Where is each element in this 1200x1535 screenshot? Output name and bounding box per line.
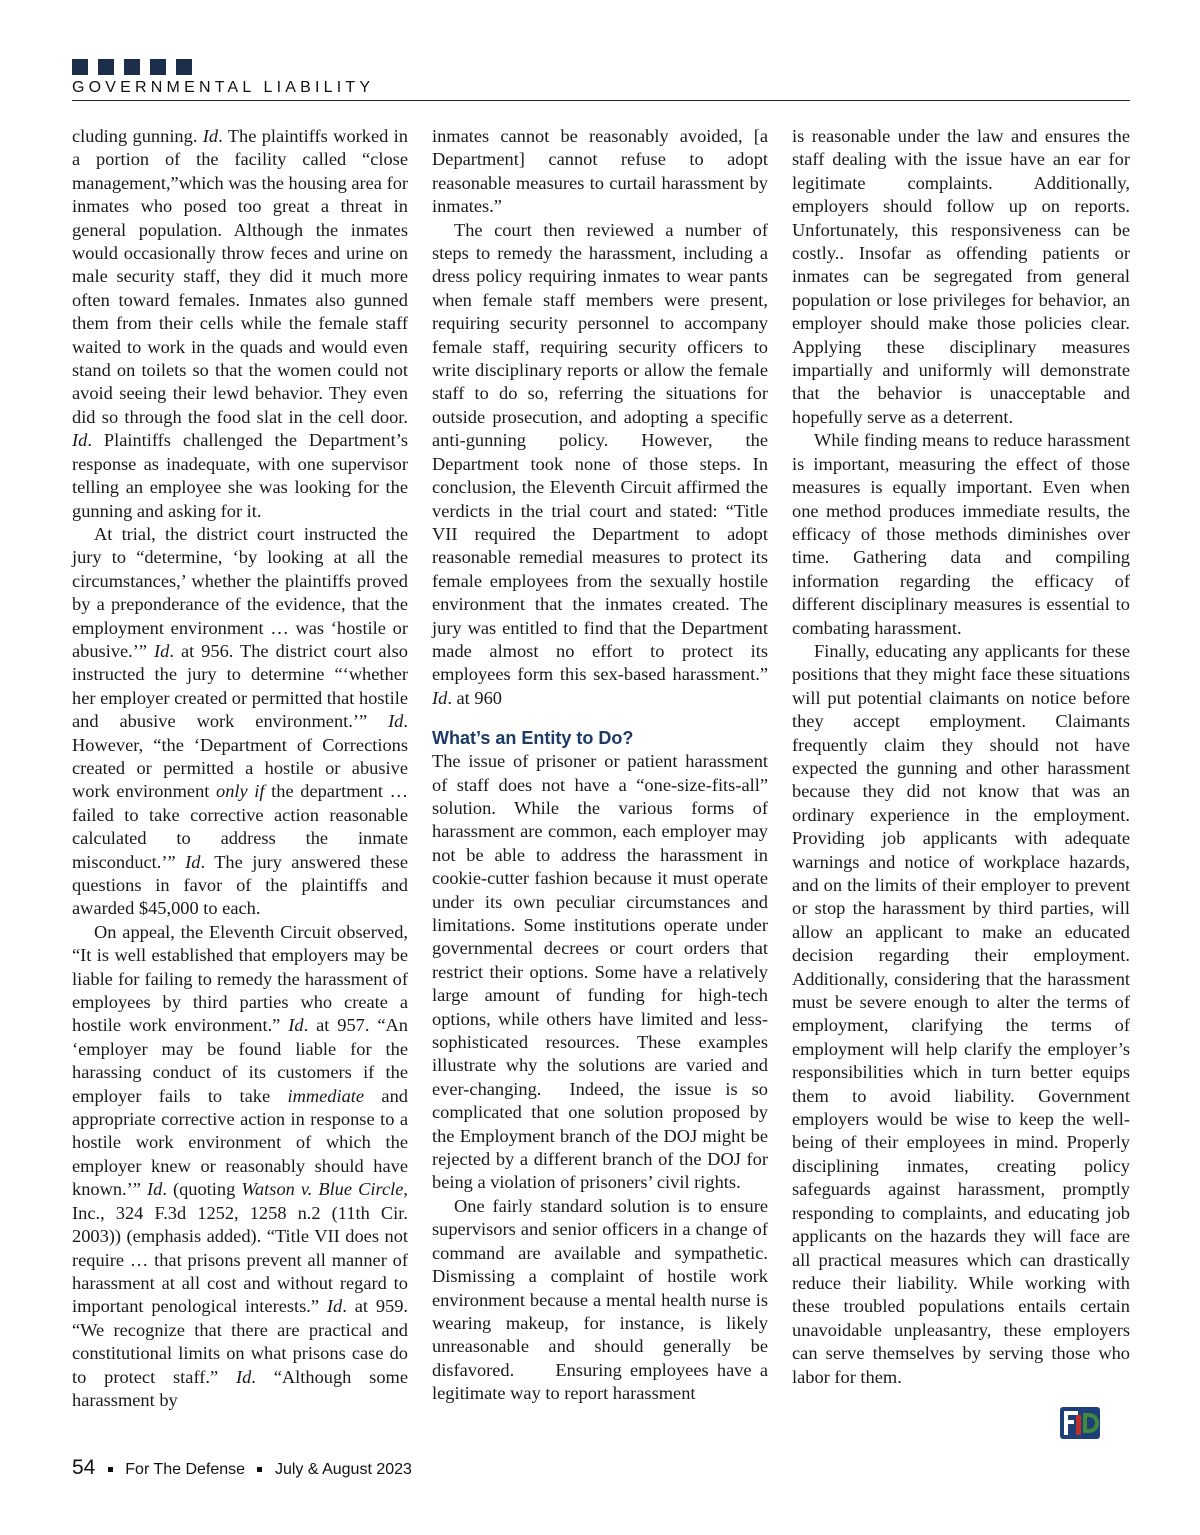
header-rule — [72, 100, 1130, 101]
article-column-2 — [432, 125, 768, 1406]
paragraph: cluding gunning. Id. The plaintiffs worked in a portion of the facility called “close management,”which was the housing area for inmates who posed too great a threat in general population. Although the inmates would occasionally throw feces and urine on male security staff, they did it much more often toward females. Inmates also gunned them from their cells while the female staff waited to work in the quads and would even stand on toilets so that the women could not avoid seeing their lewd behavior. They even did so through the food slat in the cell door. Id. Plaintiffs challenged the Department’s response as inadequate, with one supervisor telling an employee she was looking for the gunning and asking for it. — [72, 126, 409, 521]
marker-square — [98, 59, 114, 75]
marker-square — [72, 59, 88, 75]
page-number: 54 — [72, 1456, 96, 1479]
paragraph: Finally, educating any applicants for these positions that they might face these situations will put potential claimants on notice before they accept employment. Claimants frequently claim they should not have expected the gunning and other harassment because they did not know that was an ordinary experience in the employment. Providing job applicants with adequate warnings and notice of workplace hazards, and on the limits of their employer to prevent or stop the harassment by third parties, will allow an applicant to make an educated decision regarding their employment. Additionally, considering that the harassment must be severe enough to alter the terms of employment, clarifying the terms of employment will help clarify the employer’s responsibilities which in turn better equips them to avoid liability. Government employers would be wise to keep the well-being of their employees in mind. Properly disciplining inmates, creating policy safeguards against harassment, promptly responding to complaints, and educating job applicants on the hazards they will face are all practical measures which can drastically reduce their liability. While working with these troubled populations entails certain unavoidable unpleasantry, these employers can serve themselves by serving those who labor for them. — [792, 640, 1130, 1387]
marker-square — [150, 59, 166, 75]
section-title: GOVERNMENTAL LIABILITY — [72, 79, 375, 96]
paragraph: The issue of prisoner or patient harassment of staff does not have a “one-size-fits-all” solution. While the various forms of harassment are common, each employer may not be able to address the harassment in cookie-cutter fashion because it must operate under its own peculiar circumstances and limitations. Some institutions operate under governmental decrees or court orders that restrict their options. Some have a relatively large amount of funding for high-tech options, while others have limited and less-sophisticated resources. These examples illustrate why the solutions are varied and ever-changing. Indeed, the issue is so complicated that one solution proposed by the Employment branch of the DOJ might be rejected by a different branch of the DOJ for being a violation of prisoners’ civil rights. — [432, 751, 768, 1193]
article-column-1 — [72, 125, 408, 1412]
marker-square — [124, 59, 140, 75]
paragraph: On appeal, the Eleventh Circuit observed, “It is well established that employers may be liable for failing to remedy the harassment of employees by third parties who create a hostile work environment.” Id. at 957. “An ‘employer may be found liable for the harassing conduct of its customers if the employer fails to take immediate and appropriate corrective action in response to a hostile work environment of which the employer knew or reasonably should have known.’” Id. (quoting Watson v. Blue Circle, Inc., 324 F.3d 1252, 1258 n.2 (11th Cir. 2003)) (emphasis added). “Title VII does not require … that prisons prevent all manner of harassment at all cost and without regard to important penological interests.” Id. at 959. “We recognize that there are practical and constitutional limits on what prisons case do to protect staff.” Id. “Although some harassment by — [72, 921, 409, 1410]
paragraph: One fairly standard solution is to ensure supervisors and senior officers in a change of command are available and sympathetic. Dismissing a complaint of hostile work environment because a mental health nurse is wearing makeup, for instance, is likely unreasonable and should generally be disfavored. Ensuring employees have a legitimate way to report harassment — [432, 1195, 768, 1404]
section-heading: What’s an Entity to Do? — [432, 728, 634, 749]
ftd-logo-icon — [1058, 1405, 1102, 1441]
paragraph: While finding means to reduce harassment is important, measuring the effect of those measures is equally important. Even when one method produces immediate results, the efficacy of those methods diminishes over time. Gathering data and compiling information regarding the efficacy of different disciplinary measures is essential to combating harassment. — [792, 430, 1130, 638]
paragraph: The court then reviewed a number of steps to remedy the harassment, including a dress policy requiring inmates to wear pants when female staff members were present, requiring security personnel to accompany female staff, requiring security officers to write disciplinary reports or allow the female staff to do so, referring the situations for outside prosecution, and adopting a specific anti-gunning policy. However, the Department took none of those steps. In conclusion, the Eleventh Circuit affirmed the verdicts in the trial court and stated: “Title VII required the Department to adopt reasonable remedial measures to protect its female employees from the sexually hostile environment that the inmates created. The jury was entitled to find that the Department made almost no effort to protect its employees form this sex-based harassment.” Id. at 960 — [432, 219, 768, 708]
page-footer — [72, 1456, 412, 1480]
footer-separator — [108, 1467, 113, 1472]
paragraph: is reasonable under the law and ensures the staff dealing with the issue have an ear for legitimate complaints. Additionally, employers should follow up on reports. Unfortunately, this responsiveness can be costly.. Insofar as offending patients or inmates can be segregated from general population or lose privileges for behavior, an employer should make those policies clear. Applying these disciplinary measures impartially and uniformly will demonstrate that the behavior is unacceptable and hopefully serve as a deterrent. — [792, 126, 1130, 427]
section-marker-squares — [72, 59, 192, 75]
marker-square — [176, 59, 192, 75]
paragraph: inmates cannot be reasonably avoided, [a Department] cannot refuse to adopt reasonable measures to curtail harassment by inmates.” — [432, 126, 768, 217]
article-column-3 — [792, 125, 1130, 1389]
publication-name: For The Defense — [125, 1461, 246, 1478]
paragraph: At trial, the district court instructed the jury to “determine, ‘by looking at all the circumstances,’ whether the plaintiffs proved by a preponderance of the evidence, that the employment environment … was ‘hostile or abusive.’” Id. at 956. The district court also instructed the jury to determine “‘whether her employer created or permitted that hostile and abusive work environment.’” Id. However, “the ‘Department of Corrections created or permitted a hostile or abusive work environment only if the department … failed to take corrective action reasonable calculated to address the inmate misconduct.’” Id. The jury answered these questions in favor of the plaintiffs and awarded $45,000 to each. — [72, 523, 409, 919]
footer-separator — [257, 1467, 262, 1472]
column-2-upper — [432, 125, 768, 710]
column-2-lower — [432, 750, 768, 1405]
issue-date: July & August 2023 — [274, 1461, 412, 1478]
